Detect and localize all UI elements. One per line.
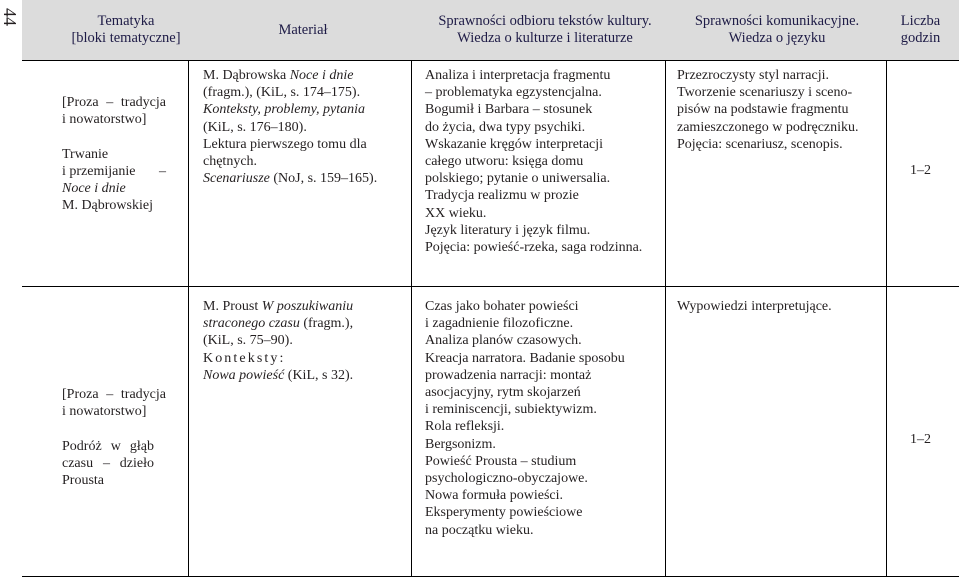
row2-material <box>203 298 403 384</box>
row2-reception-line: na początku wieku. <box>425 522 534 538</box>
row1-material-line4: (KiL, s. 176–180). <box>203 119 307 135</box>
header-material-label: Materiał <box>278 21 328 38</box>
row1-reception-line: XX wieku. <box>425 205 487 221</box>
row2-communication <box>677 298 883 315</box>
column-divider-3 <box>665 60 666 577</box>
header-topic-line1: Tematyka <box>97 13 155 29</box>
header-material <box>196 0 410 60</box>
row1-reception-line: Bogumił i Barbara – stosunek <box>425 102 593 118</box>
header-hours-line2: godzin <box>900 30 941 46</box>
row1-topic-title-line2: i przemijanie – <box>62 163 166 179</box>
row1-reception-line: całego utworu: księga domu <box>425 154 584 170</box>
row1-topic-block-line2: i nowatorstwo] <box>62 112 147 128</box>
row1-communication <box>677 67 883 153</box>
row1-material-line6: chętnych. <box>203 154 258 170</box>
row1-communication-line: Pojęcia: scenariusz, scenopis. <box>677 136 843 152</box>
row2-material-line2: straconego czasu (fragm.), <box>203 316 354 332</box>
row1-communication-line: zamieszczonego w podręczniku. <box>677 119 859 135</box>
row1-hours: 1–2 <box>910 163 931 178</box>
row2-reception-line: Analiza planów czasowych. <box>425 333 582 349</box>
row2-reception-line: Czas jako bohater powieści <box>425 299 579 314</box>
row2-material-line5: Nowa powieść (KiL, s 32). <box>203 367 354 383</box>
row2-hours: 1–2 <box>910 432 931 447</box>
row2-topic-title-line1: Podróż w głąb <box>62 438 154 454</box>
row1-reception-line: – problematyka egzystencjalna. <box>425 85 602 101</box>
header-reception-line2: Wiedza o kulturze i literaturze <box>457 30 633 46</box>
table-bottom-rule <box>22 576 959 577</box>
header-communication-line2: Wiedza o języku <box>728 30 826 46</box>
row1-reception-line: polskiego; pytanie o uniwersalia. <box>425 171 611 187</box>
row1-reception-line: Pojęcia: powieść-rzeka, saga rodzinna. <box>425 240 643 256</box>
row2-material-line1: M. Proust W poszukiwaniu <box>203 299 354 314</box>
row1-material-line5: Lektura pierwszego tomu dla <box>203 136 367 152</box>
row1-topic-title-line1: Trwanie <box>62 146 109 162</box>
row1-topic-title-line3: Noce i dnie <box>62 181 126 196</box>
header-rule <box>22 60 959 61</box>
row1-material <box>203 67 403 187</box>
header-reception <box>418 0 672 60</box>
row2-reception-line: i reminiscencji, subiektywizm. <box>425 402 597 418</box>
row-separator <box>22 286 959 287</box>
row1-material-line1: M. Dąbrowska Noce i dnie <box>203 68 354 83</box>
row1-reception-line: Tradycja realizmu w prozie <box>425 188 579 204</box>
row2-topic <box>62 386 166 489</box>
row2-reception-line: i zagadnienie filozoficzne. <box>425 316 574 332</box>
row1-material-line3: Konteksty, problemy, pytania <box>203 102 366 118</box>
row1-reception-line: Język literatury i język filmu. <box>425 222 591 238</box>
row2-material-line3: (KiL, s. 75–90). <box>203 333 293 349</box>
row1-reception-line: Analiza i interpretacja fragmentu <box>425 68 611 83</box>
header-communication <box>672 0 882 60</box>
header-hours <box>882 0 959 60</box>
header-topic <box>56 0 196 60</box>
row2-topic-title-line2: czasu – dzieło <box>62 455 154 471</box>
row1-reception-line: do życia, dwa typy psychiki. <box>425 119 586 135</box>
row2-reception-line: asocjacyjny, rytm skojarzeń <box>425 385 581 401</box>
row2-reception-line: Bergsonizm. <box>425 436 496 452</box>
column-divider-1 <box>188 60 189 577</box>
row1-topic <box>62 94 166 214</box>
column-divider-2 <box>411 60 412 577</box>
row1-reception-line: Wskazanie kręgów interpretacji <box>425 136 604 152</box>
row2-reception-line: Powieść Prousta – studium <box>425 453 577 469</box>
row2-reception <box>425 298 665 539</box>
header-reception-line1: Sprawności odbioru tekstów kultury. <box>438 13 652 29</box>
row1-topic-block-line1: [Proza – tradycja <box>62 95 166 110</box>
row1-communication-line: Przezroczysty styl narracji. <box>677 68 829 83</box>
header-communication-line1: Sprawności komunikacyjne. <box>694 13 860 29</box>
header-topic-line2: [bloki tematyczne] <box>71 30 181 46</box>
row2-material-line4: Konteksty: <box>203 350 286 366</box>
row2-reception-line: Eksperymenty powieściowe <box>425 505 583 521</box>
row1-material-line7: Scenariusze (NoJ, s. 159–165). <box>203 171 378 187</box>
row2-communication-line: Wypowiedzi interpretujące. <box>677 299 832 314</box>
row2-topic-block-line2: i nowatorstwo] <box>62 404 147 420</box>
row2-topic-block-line1: [Proza – tradycja <box>62 387 166 402</box>
row1-communication-line: pisów na podstawie fragmentu <box>677 102 849 118</box>
row2-reception-line: Kreacja narratora. Badanie sposobu <box>425 350 625 366</box>
row2-reception-line: psychologiczno-obyczajowe. <box>425 471 588 487</box>
row1-topic-title-line4: M. Dąbrowskiej <box>62 198 153 214</box>
page-number: 44 <box>0 8 20 26</box>
row2-topic-title-line3: Prousta <box>62 473 104 488</box>
row2-reception-line: Nowa formuła powieści. <box>425 488 564 504</box>
row2-reception-line: Rola refleksji. <box>425 419 505 435</box>
row1-reception <box>425 67 665 256</box>
row1-material-line2: (fragm.), (KiL, s. 174–175). <box>203 85 361 101</box>
header-hours-line1: Liczba <box>900 13 941 29</box>
column-divider-4 <box>886 60 887 577</box>
row2-reception-line: prowadzenia narracji: montaż <box>425 367 592 383</box>
row1-communication-line: Tworzenie scenariuszy i sceno- <box>677 85 853 101</box>
